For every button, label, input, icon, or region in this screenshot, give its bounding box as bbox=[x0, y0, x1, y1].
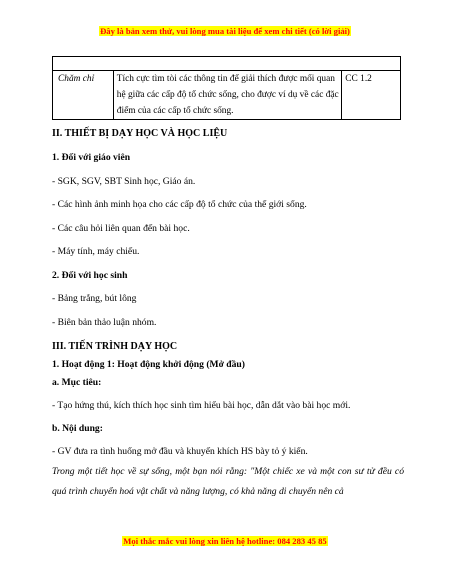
section-heading-equipment: II. THIẾT BỊ DẠY HỌC VÀ HỌC LIỆU bbox=[52, 128, 228, 139]
goal-text: - Tạo hứng thú, kích thích học sinh tìm hiểu bài học, dẫn dắt vào bài học mới. bbox=[52, 400, 351, 411]
subheading-teacher: 1. Đối với giáo viên bbox=[52, 152, 131, 163]
table-cell-empty bbox=[53, 57, 401, 71]
list-item: - Biên bản thảo luận nhóm. bbox=[52, 317, 157, 328]
preview-banner-text: Đây là bản xem thử, vui lòng mua tài liệu để xem chi tiết (có lời giải) bbox=[100, 26, 350, 36]
content-text: - GV đưa ra tình huống mở đầu và khuyến khích HS bày tỏ ý kiến. bbox=[52, 446, 308, 457]
list-item: - Các hình ảnh minh họa cho các cấp độ tổ chức của thế giới sống. bbox=[52, 199, 307, 210]
subheading-student: 2. Đối với học sinh bbox=[52, 270, 128, 281]
list-item: - Các câu hỏi liên quan đến bài học. bbox=[52, 223, 190, 234]
activity-heading: 1. Hoạt động 1: Hoạt động khởi động (Mở đầu) bbox=[52, 359, 245, 370]
hotline-banner bbox=[0, 535, 450, 547]
competency-description: Tích cực tìm tòi các thông tin để giải thích được mối quan hệ giữa các cấp độ tổ chức sống, cho được ví dụ về các đặc điểm của các cấp tổ chức sống. bbox=[113, 71, 342, 120]
list-item: - Bảng trắng, bút lông bbox=[52, 293, 137, 304]
list-item: - SGK, SGV, SBT Sinh học, Giáo án. bbox=[52, 176, 196, 187]
competency-table bbox=[52, 56, 401, 120]
hotline-text: Mọi thắc mắc vui lòng xin liên hệ hotline: 084 283 45 85 bbox=[123, 536, 327, 546]
goal-heading: a. Mục tiêu: bbox=[52, 377, 102, 388]
list-item: - Máy tính, máy chiếu. bbox=[52, 246, 140, 257]
scenario-text: Trong một tiết học về sự sống, một bạn nói rằng: "Một chiếc xe và một con sư tử đều có quá trình chuyển hoá vật chất và năng lượng, có khả năng di chuyển nên cả bbox=[52, 466, 404, 497]
table-row-empty bbox=[53, 57, 401, 71]
table-row bbox=[53, 71, 401, 120]
section-heading-process: III. TIẾN TRÌNH DẠY HỌC bbox=[52, 341, 178, 352]
competency-name: Chăm chỉ bbox=[53, 71, 114, 120]
competency-code: CC 1.2 bbox=[342, 71, 401, 120]
content-heading: b. Nội dung: bbox=[52, 423, 103, 434]
preview-banner bbox=[0, 25, 450, 37]
